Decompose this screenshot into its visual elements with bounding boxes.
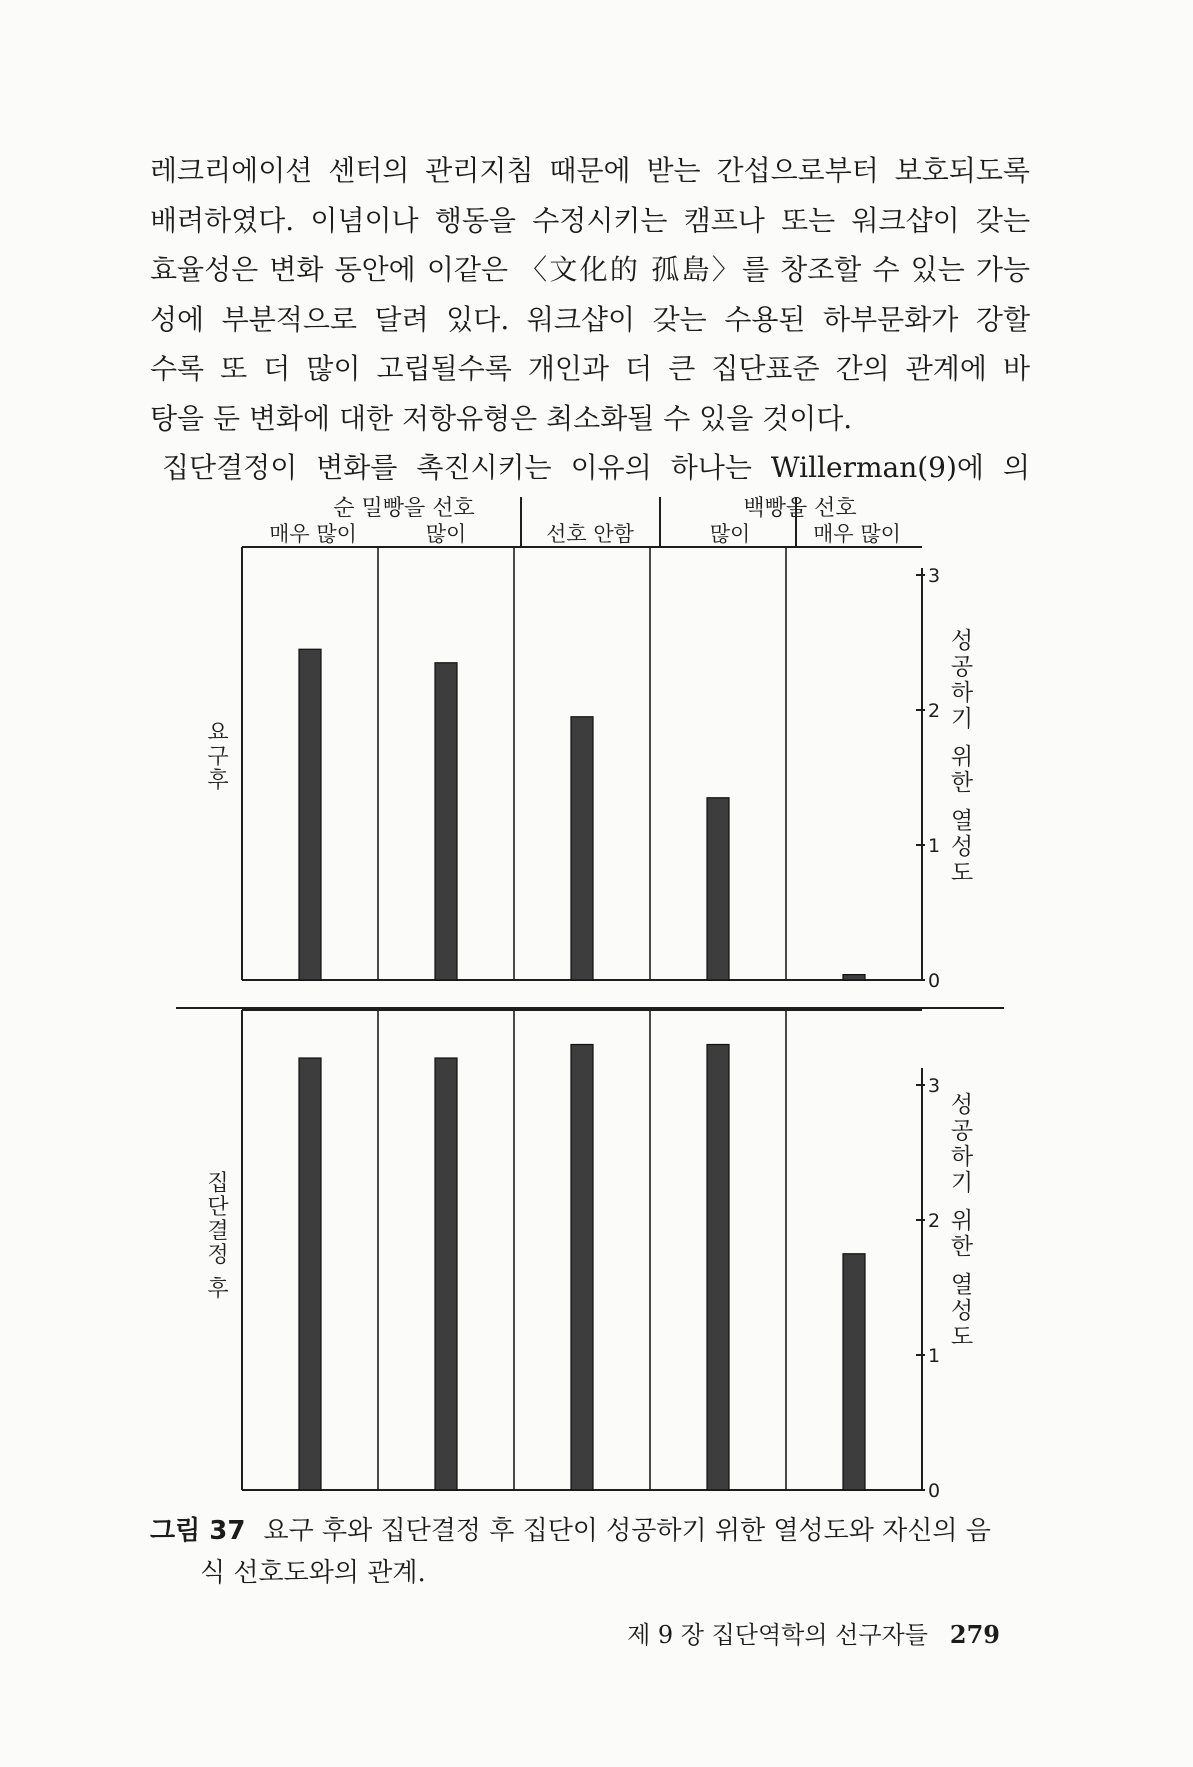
y-tick-label: 0: [928, 1480, 941, 1502]
chapter-title: 제 9 장 집단역학의 선구자들: [627, 1621, 928, 1649]
figure-caption: [150, 1510, 1030, 1594]
bar: [435, 663, 457, 980]
y-tick-label: 2: [928, 1210, 941, 1232]
y-tick-label: 0: [928, 970, 941, 992]
category-label: 매우 많이: [269, 522, 357, 546]
panel-label: 집 단 결 정 후: [207, 1171, 229, 1302]
body-line: 배려하였다. 이념이나 행동을 수정시키는 캠프나 또는 워크샵이 갖는: [150, 203, 1030, 237]
y-axis-title: 성 공 하 기 위 한 열 성 도: [950, 628, 974, 886]
y-tick-label: 2: [928, 700, 941, 722]
bar: [707, 798, 729, 980]
caption-number: 그림 37: [150, 1516, 246, 1546]
y-tick-label: 1: [928, 835, 941, 857]
bar: [299, 649, 321, 980]
bar: [571, 717, 593, 980]
bar: [843, 975, 865, 980]
caption-line-2: 식 선호도와의 관계.: [200, 1558, 426, 1588]
category-label: 많이: [425, 522, 467, 546]
header-group-label: 백빵을 선호: [743, 496, 857, 521]
body-line: 집단결정이 변화를 촉진시키는 이유의 하나는 Willerman(9)에 의: [162, 451, 1030, 484]
bar: [571, 1045, 593, 1491]
y-tick-label: 3: [928, 1075, 941, 1097]
body-line: 레크리에이션 센터의 관리지침 때문에 받는 간섭으로부터 보호되도록: [150, 154, 1030, 187]
bar: [707, 1045, 729, 1491]
bar: [299, 1058, 321, 1490]
y-tick-label: 1: [928, 1345, 941, 1367]
body-line: 수록 또 더 많이 고립될수록 개인과 더 큰 집단표준 간의 관계에 바: [150, 352, 1030, 385]
page-footer: [0, 1615, 1000, 1650]
header-group-label: 순 밀빵을 선호: [333, 496, 475, 521]
caption-line-1: 요구 후와 집단결정 후 집단이 성공하기 위한 열성도와 자신의 음: [263, 1516, 991, 1546]
y-tick-label: 3: [928, 565, 941, 587]
bar: [843, 1254, 865, 1490]
bar: [435, 1058, 457, 1490]
panel-label: 요 구 후: [207, 720, 229, 794]
category-label: 매우 많이: [813, 522, 901, 546]
category-label: 선호 안함: [546, 522, 634, 546]
body-line: 성에 부분적으로 달려 있다. 워크샵이 갖는 수용된 하부문화가 강할: [150, 302, 1030, 336]
body-line: 탕을 둔 변화에 대한 저항유형은 최소화될 수 있을 것이다.: [150, 401, 853, 435]
body-line: 효율성은 변화 동안에 이같은 〈文化的 孤島〉를 창조할 수 있는 가능: [150, 253, 1030, 286]
page-number: 279: [949, 1620, 1000, 1649]
y-axis-title: 성 공 하 기 위 한 열 성 도: [950, 1092, 974, 1350]
category-label: 많이: [709, 522, 751, 546]
